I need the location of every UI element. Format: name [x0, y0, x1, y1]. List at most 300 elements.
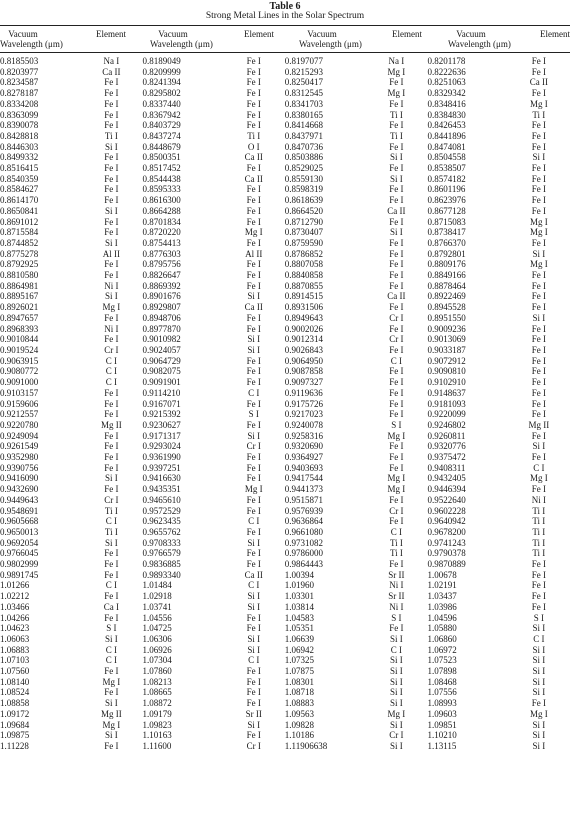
element-cell: Mg I	[387, 430, 406, 441]
wavelength-cell: 0.9522640	[427, 494, 466, 505]
wavelength-cell: 0.8792801	[427, 248, 466, 259]
wavelength-cell: 0.8810580	[0, 270, 39, 281]
wavelength-cell: 0.8234587	[0, 77, 39, 88]
wavelength-cell: 0.9417544	[284, 473, 324, 484]
wavelength-cell: 0.9097327	[284, 377, 324, 388]
wavelength-cell: 0.9515871	[284, 494, 324, 505]
wavelength-cell: 1.10210	[427, 730, 457, 741]
element-cell: Fe I	[531, 366, 546, 377]
wavelength-cell: 0.8241394	[142, 77, 181, 88]
wavelength-cell: 1.09603	[427, 708, 457, 719]
element-cell: Si I	[532, 655, 546, 666]
wavelength-cell: 1.11600	[142, 741, 172, 751]
table-row	[0, 634, 570, 645]
element-cell: Fe I	[531, 355, 546, 366]
element-cell: Fe I	[246, 163, 261, 174]
element-cell: Si I	[532, 741, 546, 751]
wavelength-cell: 1.08140	[0, 676, 30, 687]
element-cell: Si I	[532, 623, 546, 634]
element-cell: Fe I	[246, 323, 261, 334]
table-row	[0, 259, 570, 270]
header-element-1: Element	[96, 29, 126, 39]
header-rule	[0, 52, 570, 53]
table-row	[0, 420, 570, 431]
header-wavelength-1b: Wavelength (μm)	[0, 39, 63, 49]
wavelength-cell: 1.07875	[284, 666, 315, 677]
element-cell: Si I	[532, 248, 546, 259]
wavelength-cell: 0.8504558	[427, 152, 466, 163]
header-wavelength-4a: Vacuum	[456, 29, 486, 39]
element-cell: Fe I	[246, 687, 261, 698]
wavelength-cell: 0.8441896	[427, 130, 466, 141]
wavelength-cell: 0.9090810	[427, 366, 466, 377]
element-cell: Fe I	[104, 334, 119, 345]
table-row	[0, 56, 570, 67]
element-cell: Mg I	[529, 216, 548, 227]
element-cell: Mg I	[102, 302, 121, 313]
wavelength-cell: 0.8363099	[0, 109, 39, 120]
table-row	[0, 730, 570, 741]
table-row	[0, 538, 570, 549]
element-cell: Cr I	[389, 505, 404, 516]
element-cell: Fe I	[531, 205, 546, 216]
element-cell: Si I	[532, 644, 546, 655]
wavelength-cell: 0.9010982	[142, 334, 181, 345]
element-cell: Si I	[104, 237, 118, 248]
element-cell: Fe I	[246, 494, 261, 505]
wavelength-cell: 0.8840858	[284, 270, 324, 281]
element-cell: Si I	[104, 205, 118, 216]
wavelength-cell: 0.9786000	[284, 548, 324, 559]
element-cell: Fe I	[246, 280, 261, 291]
table-row	[0, 527, 570, 538]
wavelength-cell: 1.06926	[142, 644, 172, 655]
wavelength-cell: 0.9361990	[142, 452, 181, 463]
wavelength-cell: 1.01484	[142, 580, 172, 591]
table-row	[0, 409, 570, 420]
element-cell: Si I	[104, 473, 118, 484]
wavelength-cell: 0.9033187	[427, 344, 466, 355]
wavelength-cell: 0.8448679	[142, 141, 181, 152]
wavelength-cell: 0.8574182	[427, 173, 466, 184]
wavelength-cell: 0.9181093	[427, 398, 466, 409]
element-cell: Fe I	[104, 259, 119, 270]
table-row	[0, 602, 570, 613]
element-cell: Fe I	[531, 344, 546, 355]
element-cell: Fe I	[104, 98, 119, 109]
wavelength-cell: 0.9352980	[0, 452, 39, 463]
wavelength-cell: 0.9766579	[142, 548, 181, 559]
wavelength-cell: 0.8929807	[142, 302, 181, 313]
element-cell: Si I	[532, 666, 546, 677]
element-cell: Si I	[390, 173, 403, 184]
element-cell: Mg II	[100, 419, 122, 430]
wavelength-cell: 1.05880	[427, 623, 457, 634]
element-cell: Ni I	[104, 280, 119, 291]
element-cell: Fe I	[104, 484, 119, 495]
element-cell: Fe I	[531, 130, 546, 141]
element-cell: C I	[105, 355, 117, 366]
element-cell: Ti I	[532, 109, 546, 120]
element-cell: Fe I	[389, 195, 404, 206]
wavelength-cell: 0.8203977	[0, 66, 39, 77]
table-row	[0, 334, 570, 345]
element-cell: Si I	[390, 676, 403, 687]
wavelength-cell: 1.08858	[0, 698, 30, 709]
wavelength-cell: 0.9064729	[142, 355, 181, 366]
table-row	[0, 67, 570, 78]
element-cell: S I	[391, 612, 402, 623]
element-cell: Si I	[390, 666, 403, 677]
wavelength-cell: 0.9167071	[142, 398, 181, 409]
element-cell: C I	[105, 377, 117, 388]
element-cell: C I	[105, 644, 117, 655]
element-cell: Fe I	[246, 109, 261, 120]
element-cell: Fe I	[104, 559, 119, 570]
element-cell: Fe I	[389, 184, 404, 195]
element-cell: Fe I	[246, 505, 261, 516]
table-row	[0, 356, 570, 367]
element-cell: Fe I	[389, 452, 404, 463]
element-cell: Fe I	[246, 355, 261, 366]
element-cell: Al II	[102, 248, 120, 259]
wavelength-cell: 1.08883	[284, 698, 315, 709]
wavelength-cell: 0.8329342	[427, 88, 466, 99]
element-cell: Fe I	[531, 409, 546, 420]
element-cell: S I	[248, 409, 259, 420]
element-cell: Fe I	[104, 195, 119, 206]
element-cell: Fe I	[531, 280, 546, 291]
wavelength-cell: 1.11228	[0, 741, 29, 751]
element-cell: Fe I	[246, 548, 261, 559]
element-cell: Fe I	[246, 666, 261, 677]
wavelength-cell: 0.8312545	[284, 88, 324, 99]
element-cell: Fe I	[531, 601, 546, 612]
element-cell: Si I	[104, 141, 118, 152]
wavelength-cell: 0.8786852	[284, 248, 324, 259]
wavelength-cell: 1.06860	[427, 633, 457, 644]
element-cell: Ca II	[102, 66, 121, 77]
element-cell: Fe I	[104, 430, 119, 441]
wavelength-cell: 0.8744852	[0, 237, 39, 248]
element-cell: Fe I	[389, 77, 404, 88]
element-cell: Si I	[390, 687, 403, 698]
table-row	[0, 506, 570, 517]
wavelength-cell: 0.8474081	[427, 141, 466, 152]
wavelength-cell: 0.9650013	[0, 526, 39, 537]
wavelength-cell: 0.8529025	[284, 163, 324, 174]
wavelength-cell: 1.10186	[284, 730, 315, 741]
element-cell: Si I	[247, 291, 261, 302]
wavelength-cell: 0.8870855	[284, 280, 324, 291]
wavelength-cell: 1.08524	[0, 687, 30, 698]
wavelength-cell: 1.07304	[142, 655, 172, 666]
wavelength-cell: 0.9171317	[142, 430, 181, 441]
wavelength-cell: 0.9026843	[284, 344, 324, 355]
element-cell: Fe I	[246, 377, 261, 388]
element-cell: Fe I	[104, 687, 119, 698]
element-cell: Mg I	[387, 88, 406, 99]
wavelength-cell: 0.8914515	[284, 291, 324, 302]
element-cell: Si I	[247, 334, 261, 345]
wavelength-cell: 1.08301	[284, 676, 315, 687]
element-cell: Fe I	[246, 473, 261, 484]
element-cell: Ca II	[244, 569, 263, 580]
wavelength-cell: 0.9375472	[427, 452, 466, 463]
wavelength-cell: 1.09875	[0, 730, 30, 741]
wavelength-cell: 0.8437971	[284, 130, 324, 141]
element-cell: Fe I	[389, 141, 404, 152]
table-row	[0, 709, 570, 720]
element-cell: Al II	[245, 248, 263, 259]
element-cell: Si I	[390, 633, 403, 644]
element-cell: Fe I	[389, 163, 404, 174]
element-cell: Fe I	[389, 623, 404, 634]
element-cell: Ti I	[104, 130, 118, 141]
wavelength-cell: 0.8380165	[284, 109, 324, 120]
element-cell: Fe I	[104, 398, 119, 409]
wavelength-cell: 0.8809176	[427, 259, 466, 270]
element-cell: Fe I	[104, 173, 119, 184]
wavelength-cell: 0.9091000	[0, 377, 39, 388]
element-cell: Fe I	[389, 216, 404, 227]
wavelength-cell: 0.8614170	[0, 195, 39, 206]
element-cell: Si I	[104, 537, 118, 548]
wavelength-cell: 0.8559130	[284, 173, 324, 184]
element-cell: Fe I	[104, 163, 119, 174]
wavelength-cell: 0.8250417	[284, 77, 324, 88]
wavelength-cell: 0.9403693	[284, 462, 324, 473]
element-cell: Fe I	[389, 248, 404, 259]
element-cell: Ni I	[389, 601, 404, 612]
wavelength-cell: 0.8185503	[0, 56, 39, 66]
element-cell: S I	[533, 612, 544, 623]
element-cell: Fe I	[531, 323, 546, 334]
wavelength-cell: 0.9091901	[142, 377, 181, 388]
table-row	[0, 324, 570, 335]
wavelength-cell: 0.9655762	[142, 526, 181, 537]
element-cell: Na I	[103, 56, 120, 66]
wavelength-cell: 0.8209999	[142, 66, 181, 77]
wavelength-cell: 0.8677128	[427, 205, 466, 216]
element-cell: Fe I	[531, 398, 546, 409]
element-cell: Sr II	[388, 591, 405, 602]
wavelength-cell: 0.9217023	[284, 409, 324, 420]
wavelength-cell: 0.8720220	[142, 227, 181, 238]
table-row	[0, 645, 570, 656]
wavelength-cell: 1.06306	[142, 633, 172, 644]
element-cell: Fe I	[104, 409, 119, 420]
wavelength-cell: 1.02212	[0, 591, 30, 602]
element-cell: Fe I	[389, 280, 404, 291]
element-cell: Fe I	[531, 56, 546, 66]
element-cell: Fe I	[246, 237, 261, 248]
element-cell: Si I	[532, 676, 546, 687]
table-row	[0, 131, 570, 142]
wavelength-cell: 1.06639	[284, 633, 315, 644]
wavelength-cell: 0.9432690	[0, 484, 39, 495]
wavelength-cell: 1.04623	[0, 623, 30, 634]
header-wavelength-3b: Wavelength (μm)	[299, 39, 362, 49]
element-cell: Fe I	[531, 270, 546, 281]
wavelength-cell: 0.8730407	[284, 227, 324, 238]
element-cell: C I	[390, 355, 403, 366]
table-row	[0, 227, 570, 238]
element-cell: Cr I	[104, 344, 119, 355]
wavelength-cell: 0.9692054	[0, 537, 39, 548]
element-cell: Si I	[390, 698, 403, 709]
element-cell: Fe I	[389, 377, 404, 388]
element-cell: Fe I	[104, 666, 119, 677]
wavelength-cell: 0.9024057	[142, 344, 181, 355]
wavelength-cell: 0.8968393	[0, 323, 39, 334]
wavelength-cell: 0.8949643	[284, 312, 324, 323]
wavelength-cell: 0.9002026	[284, 323, 324, 334]
wavelength-cell: 0.9802999	[0, 559, 39, 570]
wavelength-cell: 0.8540359	[0, 173, 39, 184]
table-row	[0, 238, 570, 249]
element-cell: Fe I	[389, 441, 404, 452]
table-row	[0, 613, 570, 624]
table-row	[0, 195, 570, 206]
wavelength-cell: 0.9678200	[427, 526, 466, 537]
element-cell: Ti I	[389, 130, 403, 141]
wavelength-cell: 1.09851	[427, 719, 457, 730]
element-cell: Ca I	[103, 601, 119, 612]
element-cell: Mg I	[387, 708, 406, 719]
wavelength-cell: 0.9390756	[0, 462, 39, 473]
wavelength-cell: 0.9741243	[427, 537, 466, 548]
wavelength-cell: 0.9465610	[142, 494, 181, 505]
wavelength-cell: 0.8222636	[427, 66, 466, 77]
element-cell: Fe I	[104, 462, 119, 473]
element-cell: Fe I	[389, 270, 404, 281]
table-row	[0, 495, 570, 506]
wavelength-cell: 0.9159606	[0, 398, 39, 409]
wavelength-cell: 1.10163	[142, 730, 172, 741]
element-cell: Mg I	[102, 676, 121, 687]
element-cell: Si I	[390, 655, 403, 666]
wavelength-cell: 0.8878464	[427, 280, 466, 291]
wavelength-cell: 0.9103157	[0, 387, 39, 398]
wavelength-cell: 0.9864443	[284, 559, 324, 570]
element-cell: Si I	[532, 719, 546, 730]
element-cell: Si I	[532, 730, 546, 741]
table-row	[0, 281, 570, 292]
wavelength-cell: 0.8664288	[142, 205, 181, 216]
element-cell: S I	[391, 419, 402, 430]
wavelength-cell: 1.00394	[284, 569, 315, 580]
wavelength-cell: 1.09828	[284, 719, 315, 730]
wavelength-cell: 1.06972	[427, 644, 457, 655]
wavelength-cell: 1.05351	[284, 623, 315, 634]
table-row	[0, 666, 570, 677]
spectral-lines-table	[0, 56, 570, 752]
element-cell: Fe I	[104, 741, 119, 751]
wavelength-cell: 0.8807058	[284, 259, 324, 270]
wavelength-cell: 0.9080772	[0, 366, 39, 377]
wavelength-cell: 0.8446303	[0, 141, 39, 152]
table-row	[0, 99, 570, 110]
wavelength-cell: 0.9013069	[427, 334, 466, 345]
wavelength-cell: 0.8650841	[0, 205, 39, 216]
wavelength-cell: 0.9215392	[142, 409, 181, 420]
wavelength-cell: 1.09823	[142, 719, 172, 730]
element-cell: Ni I	[531, 494, 546, 505]
element-cell: Mg I	[387, 473, 406, 484]
wavelength-cell: 0.8948706	[142, 312, 181, 323]
wavelength-cell: 0.8738417	[427, 227, 466, 238]
element-cell: Ni I	[104, 323, 119, 334]
wavelength-cell: 0.8189049	[142, 56, 181, 66]
element-cell: C I	[390, 526, 403, 537]
wavelength-cell: 0.9640942	[427, 516, 466, 527]
element-cell: Fe I	[246, 462, 261, 473]
element-cell: Mg I	[244, 484, 263, 495]
wavelength-cell: 1.07325	[284, 655, 315, 666]
element-cell: Fe I	[104, 152, 119, 163]
wavelength-cell: 1.08872	[142, 698, 172, 709]
element-cell: Fe I	[246, 612, 261, 623]
wavelength-cell: 0.8945528	[427, 302, 466, 313]
wavelength-cell: 0.8503886	[284, 152, 324, 163]
element-cell: Fe I	[104, 88, 119, 99]
wavelength-cell: 1.03741	[142, 601, 172, 612]
wavelength-cell: 1.00678	[427, 569, 457, 580]
element-cell: Si I	[247, 537, 261, 548]
wavelength-cell: 0.8428818	[0, 130, 39, 141]
header-wavelength-1a: Vacuum	[8, 29, 38, 39]
element-cell: Fe I	[531, 591, 546, 602]
element-cell: Fe I	[531, 580, 546, 591]
wavelength-cell: 0.9364927	[284, 452, 324, 463]
wavelength-cell: 0.9082075	[142, 366, 181, 377]
element-cell: Fe I	[389, 237, 404, 248]
element-cell: Ti I	[532, 526, 546, 537]
wavelength-cell: 1.08665	[142, 687, 172, 698]
wavelength-cell: 0.8367942	[142, 109, 181, 120]
wavelength-cell: 0.8623976	[427, 195, 466, 206]
wavelength-cell: 1.03437	[427, 591, 457, 602]
element-cell: Mg I	[387, 484, 406, 495]
table-row	[0, 559, 570, 570]
wavelength-cell: 0.8754413	[142, 237, 181, 248]
wavelength-cell: 0.9010844	[0, 334, 39, 345]
table-row	[0, 463, 570, 474]
wavelength-cell: 0.8864981	[0, 280, 39, 291]
element-cell: Fe I	[246, 270, 261, 281]
table-row	[0, 580, 570, 591]
element-cell: Cr I	[389, 334, 404, 345]
element-cell: Fe I	[104, 612, 119, 623]
element-cell: Fe I	[246, 88, 261, 99]
table-row	[0, 152, 570, 163]
header-wavelength-3a: Vacuum	[307, 29, 337, 39]
element-cell: Fe I	[389, 494, 404, 505]
wavelength-cell: 1.02191	[427, 580, 457, 591]
wavelength-cell: 0.9258316	[284, 430, 324, 441]
wavelength-cell: 0.8278187	[0, 88, 39, 99]
table-row	[0, 441, 570, 452]
element-cell: Fe I	[389, 259, 404, 270]
element-cell: Fe I	[104, 452, 119, 463]
wavelength-cell: 0.9766045	[0, 548, 39, 559]
table-number: Table 6	[269, 1, 301, 12]
table-title: Strong Metal Lines in the Solar Spectrum	[205, 11, 365, 21]
table-row	[0, 484, 570, 495]
wavelength-cell: 1.03466	[0, 601, 30, 612]
element-cell: Fe I	[531, 163, 546, 174]
